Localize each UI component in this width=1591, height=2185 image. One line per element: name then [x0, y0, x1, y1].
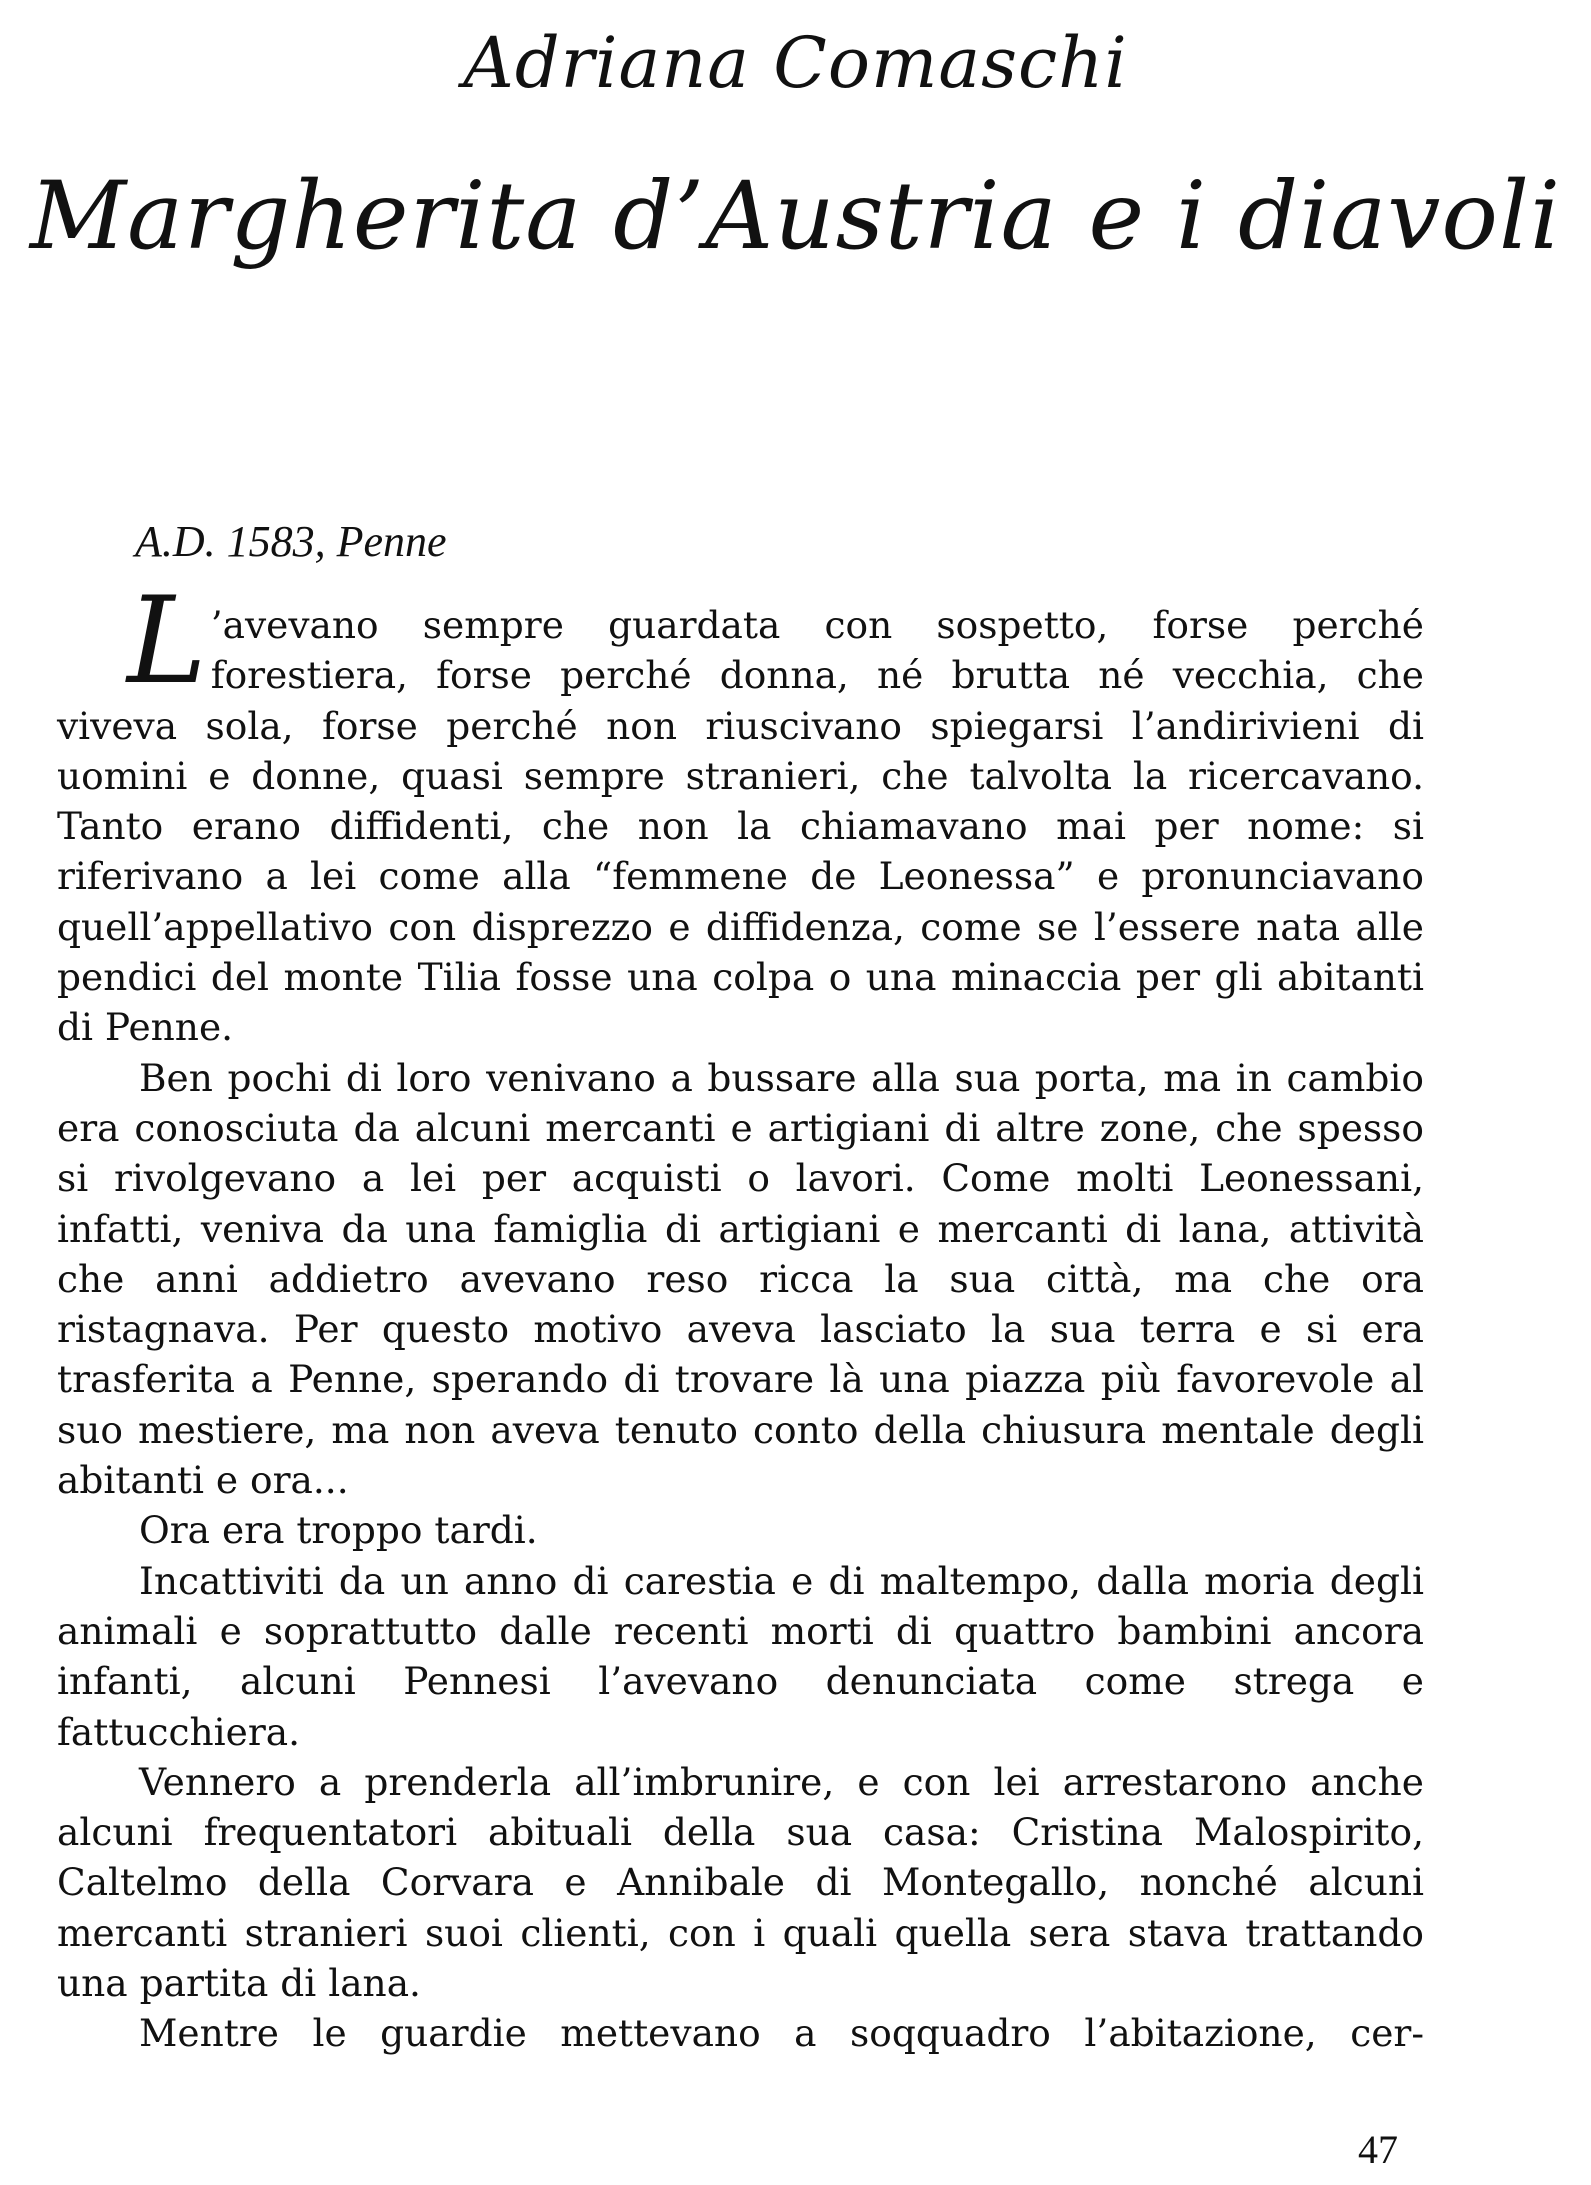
paragraph: Vennero a prenderla all’imbrunire, e con lei arrestarono anche alcuni frequentatori abituali della sua casa: Cristina Malospirito, Caltelmo della Corvara e Annibale di Montegallo, nonché alcuni mercanti stranieri suoi clienti, con i quali quella sera stava trattando una partita di lana. — [57, 1759, 1424, 2006]
place-date-heading: A.D. 1583, Penne — [135, 517, 447, 566]
paragraph: L ’avevano sempre guardata con sospetto, forse perché forestiera, forse perché donna, né brutta né vecchia, che viveva sola, forse perché non riuscivano spiegarsi l’andirivieni di uomini e donne, quasi sempre stranieri, che talvolta la ricercavano. Tanto erano diffidenti, che non la chiamavano mai per nome: si riferivano a lei come alla “femmene de Leonessa” e pronunciavano quell’appellativo con disprezzo e diffidenza, come se l’essere nata alle pendici del monte Tilia fosse una colpa o una minaccia per gli abitanti di Penne. — [57, 572, 1424, 1050]
story-title: Margherita d’Austria e i diavoli — [29, 162, 1562, 271]
paragraph: Incattiviti da un anno di carestia e di maltempo, dalla moria degli animali e soprattutto dalle recenti morti di quattro bambini ancora infanti, alcuni Pennesi l’avevano denunciata come strega e fattucchiera. — [57, 1558, 1424, 1754]
paragraph: Mentre le guardie mettevano a soqquadro l’abitazione, cer- — [139, 2011, 1424, 2056]
paragraph: Ora era troppo tardi. — [139, 1508, 538, 1553]
author-name: Adriana Comaschi — [463, 22, 1128, 104]
page-number: 47 — [1358, 2127, 1398, 2172]
paragraph: Ben pochi di loro venivano a bussare alla sua porta, ma in cambio era conosciuta da alcuni mercanti e artigiani di altre zone, che spesso si rivolgevano a lei per acquisti o lavori. Come molti Leonessani, infatti, veniva da una famiglia di artigiani e mercanti di lana, attività che anni addietro avevano reso ricca la sua città, ma che ora ristagnava. Per questo motivo aveva lasciato la sua terra e si era trasferita a Penne, sperando di trovare là una piazza più favorevole al suo mestiere, ma non aveva tenuto conto della chiusura mentale degli abitanti e ora... — [57, 1055, 1424, 1503]
story-body — [57, 572, 1424, 2059]
drop-cap: L — [127, 572, 207, 711]
